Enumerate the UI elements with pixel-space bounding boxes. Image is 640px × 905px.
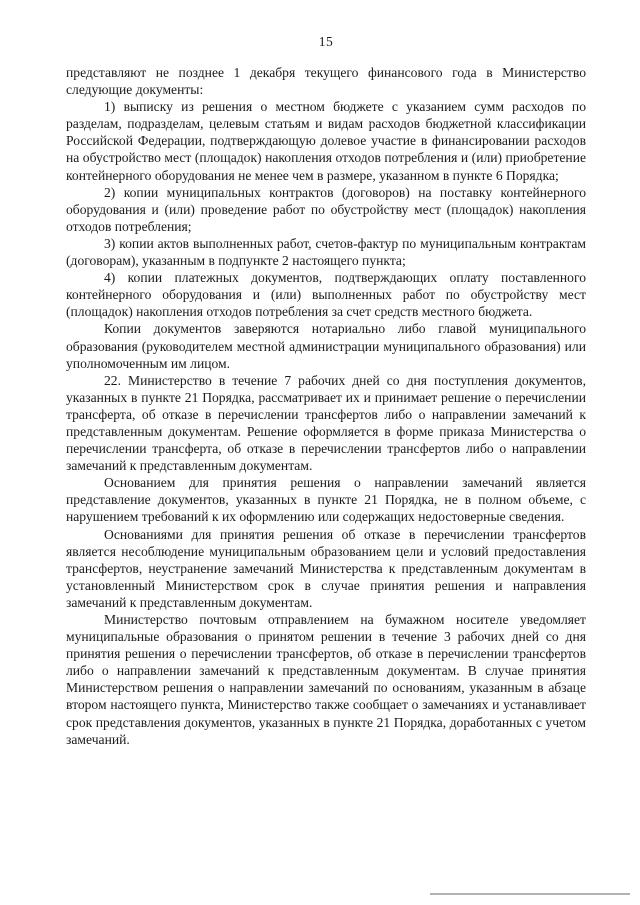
list-item-1: 1) выписку из решения о местном бюджете с указанием сумм расходов по разделам, подразделам, целевым статьям и видам расходов бюджетной классификации Российской Федерации, подтверждающую долевое участие в финансировании расходов на обустройство мест (площадок) накопления отходов потребления и (или) приобретение контейнерного оборудования не менее чем в размере, указанном в пункте 6 Порядка; [66, 99, 586, 183]
document-page [66, 0, 586, 905]
list-item-4: 4) копии платежных документов, подтверждающих оплату поставленного контейнерного оборудования и (или) выполненных работ по обустройству мест (площадок) накопления отходов потребления за счет средств местного бюджета. [66, 270, 586, 320]
paragraph-refusal-basis: Основаниями для принятия решения об отказе в перечислении трансфертов является несоблюдение муниципальным образованием цели и условий предоставления трансфертов, неустранение замечаний Министерства к представленным документам в установленный Министерством срок в случае принятия решения и направления замечаний к представленным документам. [66, 526, 586, 610]
document-body [66, 64, 586, 748]
paragraph-remarks-basis: Основанием для принятия решения о направлении замечаний является представление документов, указанных в пункте 21 Порядка, не в полном объеме, с нарушением требований к их оформлению или содержащих недостоверные сведения. [66, 475, 586, 525]
paragraph-intro: представляют не позднее 1 декабря текущего финансового года в Министерство следующие документы: [66, 65, 586, 98]
list-item-3: 3) копии актов выполненных работ, счетов-фактур по муниципальным контрактам (договорам), указанным в подпункте 2 настоящего пункта; [66, 235, 586, 269]
paragraph-notification: Министерство почтовым отправлением на бумажном носителе уведомляет муниципальные образования о принятом решении в течение 3 рабочих дней со дня принятия решения о перечислении трансфертов, об отказе в перечислении трансфертов либо о направлении замечаний к представленным документам. В случае принятия Министерством решения о направлении замечаний по основаниям, указанным в абзаце втором настоящего пункта, Министерство также сообщает о замечаниях и устанавливает срок представления документов, указанных в пункте 21 Порядка, доработанных с учетом замечаний. [66, 612, 586, 747]
list-item-2: 2) копии муниципальных контрактов (договоров) на поставку контейнерного оборудования и (или) проведение работ по обустройству мест (площадок) накопления отходов потребления; [66, 184, 586, 234]
paragraph-certification: Копии документов заверяются нотариально либо главой муниципального образования (руководителем местной администрации муниципального образования) или уполномоченным им лицом. [66, 321, 586, 371]
scan-edge-line [430, 893, 630, 895]
paragraph-clause-22: 22. Министерство в течение 7 рабочих дней со дня поступления документов, указанных в пункте 21 Порядка, рассматривает их и принимает решение о перечислении трансферта, об отказе в перечислении трансфертов либо о направлении замечаний к представленным документам. Решение оформляется в форме приказа Министерства о перечислении трансферта, об отказе в перечислении трансфертов либо о направлении замечаний к представленным документам. [66, 372, 586, 474]
page-number: 15 [318, 34, 334, 49]
